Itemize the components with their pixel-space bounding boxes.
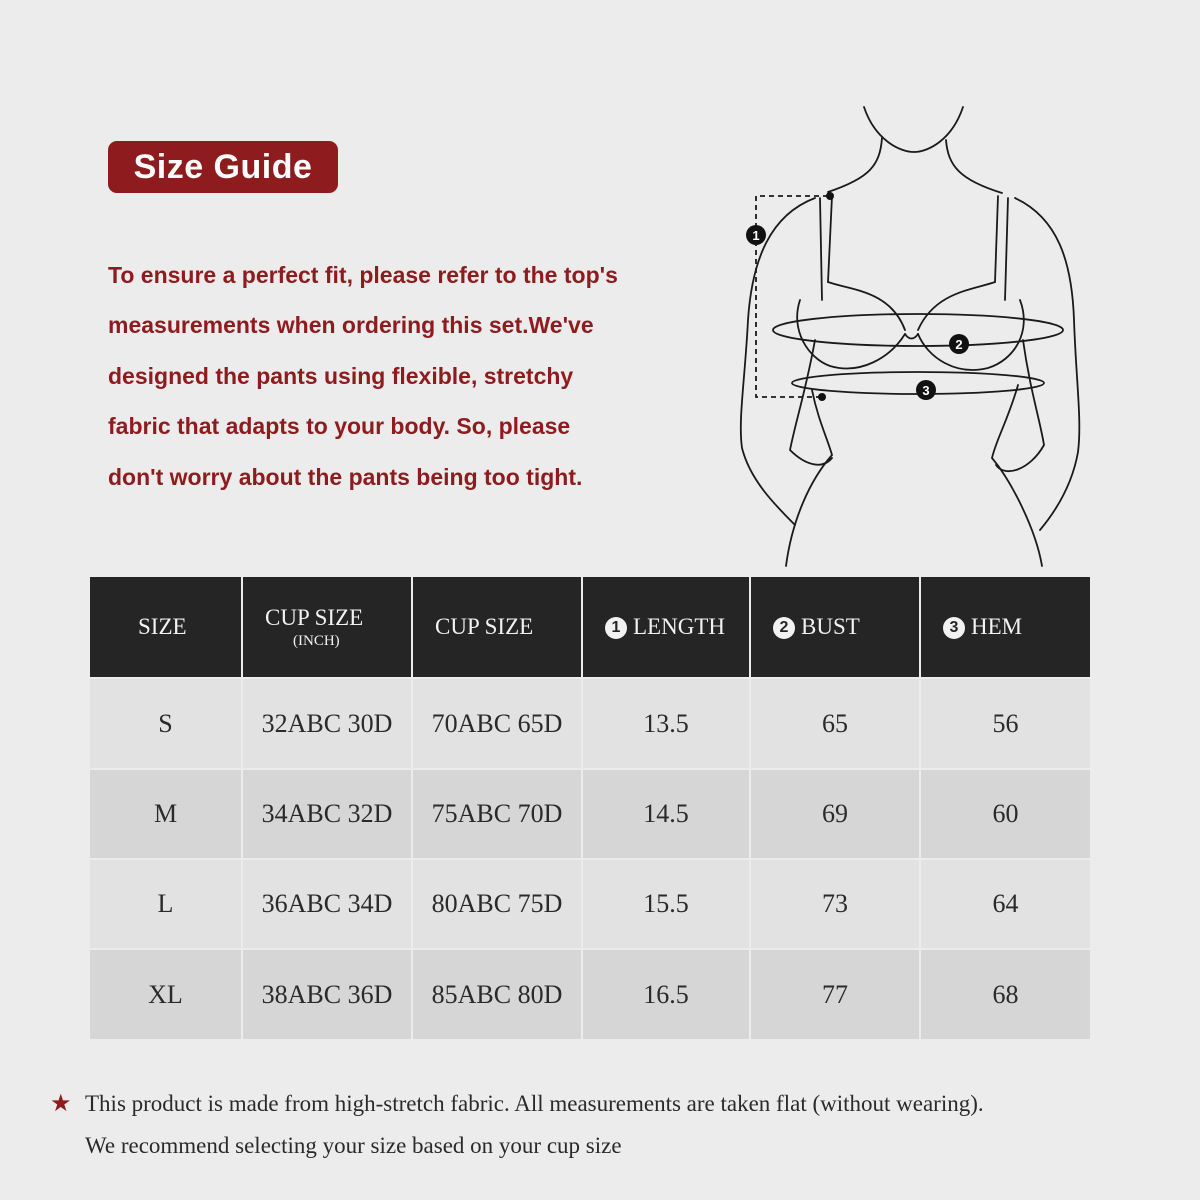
cell-hem: 60 xyxy=(920,769,1090,859)
table-row xyxy=(90,949,1090,1039)
right-strap xyxy=(995,196,998,282)
left-strap-outer xyxy=(828,196,832,282)
header-sub-label: (INCH) xyxy=(293,632,340,649)
chin-outline xyxy=(864,107,963,152)
table-header-row xyxy=(90,577,1090,678)
marker-2-label: 2 xyxy=(955,337,963,352)
cell-cup: 70ABC 65D xyxy=(412,678,582,769)
cell-length: 13.5 xyxy=(582,678,750,769)
length-measure-bracket xyxy=(756,196,828,397)
cell-size: S xyxy=(90,678,242,769)
left-inner-arm xyxy=(790,340,832,465)
intro-line: measurements when ordering this set.We've xyxy=(108,312,594,339)
marker-1-icon: 1 xyxy=(605,617,627,639)
cell-size: M xyxy=(90,769,242,859)
cell-bust: 77 xyxy=(750,949,920,1039)
cell-hem: 56 xyxy=(920,678,1090,769)
neck-right-outline xyxy=(946,140,1002,193)
footnote-line: This product is made from high-stretch fabric. All measurements are taken flat (without wearing). xyxy=(85,1091,984,1116)
marker-1-label: 1 xyxy=(752,228,760,243)
torso-right xyxy=(992,385,1042,566)
intro-line: To ensure a perfect fit, please refer to the top's xyxy=(108,262,618,288)
cell-cup: 80ABC 75D xyxy=(412,859,582,949)
size-guide-badge: Size Guide xyxy=(108,141,338,193)
header-hem: 3 HEM xyxy=(920,577,1090,678)
table-row xyxy=(90,769,1090,859)
cell-cup-inch: 36ABC 34D xyxy=(242,859,412,949)
table-row xyxy=(90,678,1090,769)
length-start-dot xyxy=(826,192,834,200)
neck-left-outline xyxy=(828,138,882,192)
cell-cup-inch: 38ABC 36D xyxy=(242,949,412,1039)
cell-size: L xyxy=(90,859,242,949)
cell-bust: 69 xyxy=(750,769,920,859)
cell-cup: 75ABC 70D xyxy=(412,769,582,859)
header-cup-size-inch: CUP SIZE (INCH) xyxy=(242,577,412,678)
intro-text xyxy=(108,253,708,505)
left-arm-outline xyxy=(741,198,815,525)
cell-hem: 64 xyxy=(920,859,1090,949)
intro-line: designed the pants using flexible, stretchy xyxy=(108,362,574,389)
intro-line: don't worry about the pants being too tight. xyxy=(108,463,583,490)
header-length: 1 LENGTH xyxy=(582,577,750,678)
header-size: SIZE xyxy=(90,577,242,678)
cell-hem: 68 xyxy=(920,949,1090,1039)
right-strap-outer xyxy=(1005,198,1008,300)
left-strap xyxy=(820,198,822,300)
cell-cup-inch: 32ABC 30D xyxy=(242,678,412,769)
left-cup xyxy=(797,282,905,368)
header-cup-size: CUP SIZE xyxy=(412,577,582,678)
footnote-line: We recommend selecting your size based on your cup size xyxy=(85,1133,622,1158)
cell-bust: 73 xyxy=(750,859,920,949)
cell-cup: 85ABC 80D xyxy=(412,949,582,1039)
marker-3-icon: 3 xyxy=(943,617,965,639)
marker-2-icon: 2 xyxy=(773,617,795,639)
cell-length: 16.5 xyxy=(582,949,750,1039)
cell-cup-inch: 34ABC 32D xyxy=(242,769,412,859)
table-row xyxy=(90,859,1090,949)
length-end-dot xyxy=(818,393,826,401)
torso-left xyxy=(786,390,832,566)
size-table xyxy=(90,577,1090,1039)
right-cup xyxy=(918,282,1024,370)
body-measurement-illustration xyxy=(720,100,1100,570)
star-icon: ★ xyxy=(50,1091,72,1117)
cell-length: 15.5 xyxy=(582,859,750,949)
cell-bust: 65 xyxy=(750,678,920,769)
cleavage xyxy=(905,334,918,339)
right-arm-outline xyxy=(1015,198,1079,530)
intro-line: fabric that adapts to your body. So, please xyxy=(108,413,571,440)
cell-length: 14.5 xyxy=(582,769,750,859)
header-bust: 2 BUST xyxy=(750,577,920,678)
footnote xyxy=(50,1085,1180,1169)
marker-3-label: 3 xyxy=(922,383,930,398)
cell-size: XL xyxy=(90,949,242,1039)
